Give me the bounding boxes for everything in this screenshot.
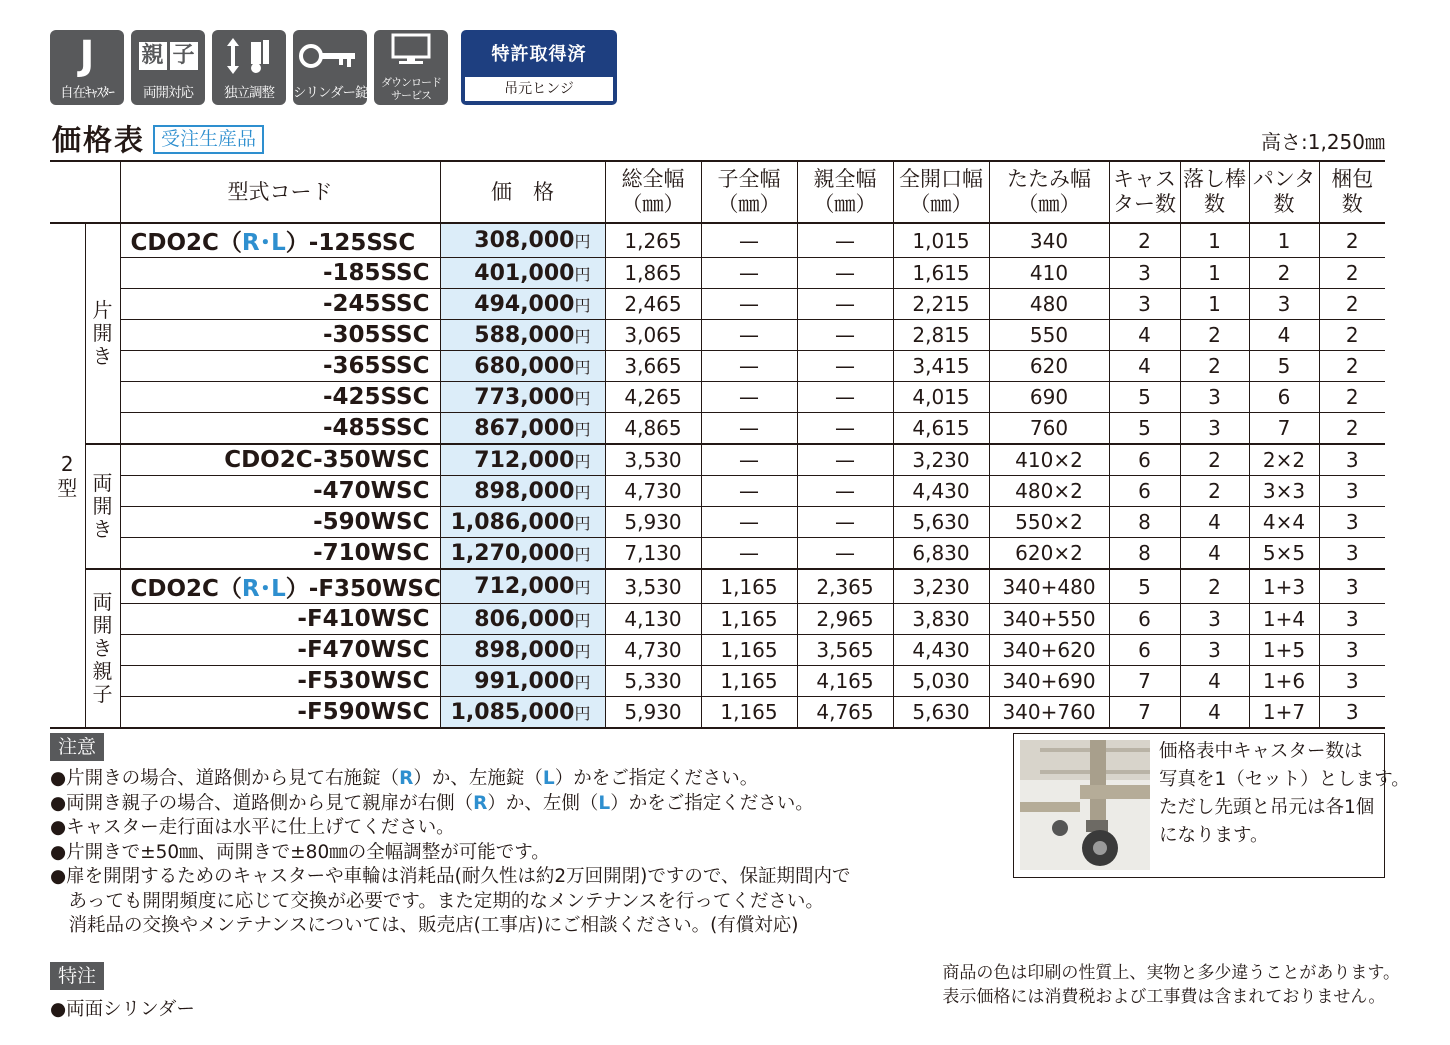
note-line: 消耗品の交換やメンテナンスについては、販売店(工事店)にご相談ください。(有償対応) xyxy=(50,915,799,936)
parent-width: 4,765 xyxy=(797,697,893,729)
model-code: -F530WSC xyxy=(120,666,440,697)
child-width: — xyxy=(701,413,797,445)
height-label: 高さ:1,250㎜ xyxy=(1261,130,1385,154)
special-order-heading: 特注 xyxy=(50,962,104,990)
packages: 3 xyxy=(1319,569,1385,604)
table-row xyxy=(50,413,1385,445)
total-width: 5,930 xyxy=(605,507,701,538)
child-width: — xyxy=(701,320,797,351)
total-width: 4,730 xyxy=(605,476,701,507)
parent-width: — xyxy=(797,507,893,538)
table-row xyxy=(50,289,1385,320)
header-pantograph: パンタ 数 xyxy=(1249,161,1319,223)
table-row xyxy=(50,223,1385,258)
child-width: — xyxy=(701,538,797,570)
drop-rods: 4 xyxy=(1180,666,1249,697)
parent-width: 2,965 xyxy=(797,604,893,635)
parent-width: 2,365 xyxy=(797,569,893,604)
casters: 4 xyxy=(1109,320,1180,351)
parent-width: 3,565 xyxy=(797,635,893,666)
fold-width: 760 xyxy=(989,413,1109,445)
price: 588,000円 xyxy=(440,320,605,351)
header-fold-width: たたみ幅 （㎜） xyxy=(989,161,1109,223)
table-row xyxy=(50,351,1385,382)
price: 1,270,000円 xyxy=(440,538,605,570)
pantograph: 2 xyxy=(1249,258,1319,289)
casters: 8 xyxy=(1109,538,1180,570)
child-width: 1,165 xyxy=(701,666,797,697)
price: 773,000円 xyxy=(440,382,605,413)
table-row xyxy=(50,382,1385,413)
fold-width: 480 xyxy=(989,289,1109,320)
pantograph: 1 xyxy=(1249,223,1319,258)
open-width: 2,215 xyxy=(893,289,989,320)
note-line: ●キャスター走行面は水平に仕上げてください。 xyxy=(50,817,455,838)
total-width: 2,465 xyxy=(605,289,701,320)
packages: 2 xyxy=(1319,413,1385,445)
model-code: CDO2C（R･L）-125SSC xyxy=(120,223,440,258)
packages: 2 xyxy=(1319,258,1385,289)
child-width: — xyxy=(701,382,797,413)
table-row xyxy=(50,320,1385,351)
child-width: — xyxy=(701,289,797,320)
casters: 8 xyxy=(1109,507,1180,538)
price: 308,000円 xyxy=(440,223,605,258)
patent-badge xyxy=(461,30,617,105)
total-width: 4,865 xyxy=(605,413,701,445)
pantograph: 2×2 xyxy=(1249,444,1319,476)
table-row xyxy=(50,444,1385,476)
pantograph: 4 xyxy=(1249,320,1319,351)
download-icon: ダウンロード サービス xyxy=(374,30,448,105)
child-width: — xyxy=(701,476,797,507)
open-width: 5,030 xyxy=(893,666,989,697)
drop-rods: 2 xyxy=(1180,476,1249,507)
table-row xyxy=(50,569,1385,604)
child-width: 1,165 xyxy=(701,604,797,635)
header-open-width: 全開口幅 （㎜） xyxy=(893,161,989,223)
model-code: CDO2C（R･L）-F350WSC xyxy=(120,569,440,604)
parent-child-icon: 親 子 両開対応 xyxy=(131,30,205,105)
drop-rods: 1 xyxy=(1180,258,1249,289)
pantograph: 6 xyxy=(1249,382,1319,413)
j-caster-icon: J 自在ｷｬｽﾀｰ xyxy=(50,30,124,105)
packages: 3 xyxy=(1319,538,1385,570)
open-width: 1,615 xyxy=(893,258,989,289)
drop-rods: 1 xyxy=(1180,223,1249,258)
casters: 7 xyxy=(1109,697,1180,729)
child-width: — xyxy=(701,507,797,538)
pantograph: 1+5 xyxy=(1249,635,1319,666)
model-code: CDO2C-350WSC xyxy=(120,444,440,476)
open-width: 3,230 xyxy=(893,569,989,604)
casters: 7 xyxy=(1109,666,1180,697)
parent-width: — xyxy=(797,413,893,445)
parent-width: — xyxy=(797,476,893,507)
pantograph: 1+3 xyxy=(1249,569,1319,604)
fold-width: 480×2 xyxy=(989,476,1109,507)
made-to-order-tag: 受注生産品 xyxy=(153,125,264,154)
page-title: 価格表 xyxy=(52,123,146,157)
open-width: 4,615 xyxy=(893,413,989,445)
pantograph: 5×5 xyxy=(1249,538,1319,570)
packages: 2 xyxy=(1319,320,1385,351)
header-total-width: 総全幅 （㎜） xyxy=(605,161,701,223)
total-width: 4,265 xyxy=(605,382,701,413)
price: 1,086,000円 xyxy=(440,507,605,538)
note-line: あっても開閉頻度に応じて交換が必要です。また定期的なメンテナンスを行ってください。 xyxy=(50,890,824,912)
casters: 5 xyxy=(1109,382,1180,413)
casters: 2 xyxy=(1109,223,1180,258)
fold-width: 340+760 xyxy=(989,697,1109,729)
fold-width: 340+480 xyxy=(989,569,1109,604)
total-width: 3,530 xyxy=(605,444,701,476)
caster-photo-caption: 価格表中キャスター数は 写真を1（セット）とします。 ただし先頭と吊元は各1個 になります。 xyxy=(1159,741,1410,846)
fold-width: 340+690 xyxy=(989,666,1109,697)
drop-rods: 2 xyxy=(1180,320,1249,351)
packages: 3 xyxy=(1319,476,1385,507)
price: 712,000円 xyxy=(440,569,605,604)
casters: 6 xyxy=(1109,604,1180,635)
parent-width: 4,165 xyxy=(797,666,893,697)
independent-adjust-icon: 独立調整 xyxy=(212,30,286,105)
open-width: 5,630 xyxy=(893,507,989,538)
pantograph: 1+7 xyxy=(1249,697,1319,729)
group-label: 両 開 き 親 子 xyxy=(85,569,120,728)
header-parent-width: 親全幅 （㎜） xyxy=(797,161,893,223)
child-width: — xyxy=(701,444,797,476)
child-width: 1,165 xyxy=(701,697,797,729)
child-width: — xyxy=(701,223,797,258)
open-width: 4,015 xyxy=(893,382,989,413)
header-price: 価 格 xyxy=(440,161,605,223)
patent-subtitle: 吊元ヒンジ xyxy=(465,77,613,101)
table-row xyxy=(50,507,1385,538)
drop-rods: 3 xyxy=(1180,604,1249,635)
parent-width: — xyxy=(797,382,893,413)
fold-width: 410×2 xyxy=(989,444,1109,476)
note-line: ●片開きの場合、道路側から見て右施錠（R）か、左施錠（L）かをご指定ください。 xyxy=(50,768,759,789)
caster-photo xyxy=(1020,740,1150,870)
table-row xyxy=(50,604,1385,635)
packages: 3 xyxy=(1319,444,1385,476)
casters: 4 xyxy=(1109,351,1180,382)
drop-rods: 4 xyxy=(1180,538,1249,570)
packages: 2 xyxy=(1319,351,1385,382)
fold-width: 550 xyxy=(989,320,1109,351)
fold-width: 410 xyxy=(989,258,1109,289)
open-width: 3,230 xyxy=(893,444,989,476)
pantograph: 3 xyxy=(1249,289,1319,320)
price: 898,000円 xyxy=(440,476,605,507)
drop-rods: 4 xyxy=(1180,697,1249,729)
price: 680,000円 xyxy=(440,351,605,382)
type-label: 2 型 xyxy=(57,451,78,500)
price: 401,000円 xyxy=(440,258,605,289)
model-code: -305SSC xyxy=(120,320,440,351)
pantograph: 5 xyxy=(1249,351,1319,382)
total-width: 3,665 xyxy=(605,351,701,382)
open-width: 6,830 xyxy=(893,538,989,570)
child-width: — xyxy=(701,351,797,382)
price: 806,000円 xyxy=(440,604,605,635)
model-code: -590WSC xyxy=(120,507,440,538)
total-width: 3,065 xyxy=(605,320,701,351)
pantograph: 4×4 xyxy=(1249,507,1319,538)
child-width: 1,165 xyxy=(701,635,797,666)
total-width: 5,330 xyxy=(605,666,701,697)
open-width: 5,630 xyxy=(893,697,989,729)
child-width: 1,165 xyxy=(701,569,797,604)
note-line: ●扉を開閉するためのキャスターや車輪は消耗品(耐久性は約2万回開閉)ですので、保証期間内で xyxy=(50,866,851,887)
drop-rods: 1 xyxy=(1180,289,1249,320)
price-table xyxy=(50,160,1385,729)
parent-width: — xyxy=(797,320,893,351)
open-width: 4,430 xyxy=(893,635,989,666)
fold-width: 340 xyxy=(989,223,1109,258)
notes-heading: 注意 xyxy=(50,733,104,761)
drop-rods: 2 xyxy=(1180,351,1249,382)
open-width: 2,815 xyxy=(893,320,989,351)
packages: 3 xyxy=(1319,697,1385,729)
total-width: 3,530 xyxy=(605,569,701,604)
fold-width: 340+550 xyxy=(989,604,1109,635)
table-row xyxy=(50,538,1385,570)
casters: 5 xyxy=(1109,569,1180,604)
header-child-width: 子全幅 （㎜） xyxy=(701,161,797,223)
total-width: 4,730 xyxy=(605,635,701,666)
header-drop-rods: 落し棒 数 xyxy=(1180,161,1249,223)
model-code: -365SSC xyxy=(120,351,440,382)
total-width: 1,865 xyxy=(605,258,701,289)
fold-width: 550×2 xyxy=(989,507,1109,538)
model-code: -F590WSC xyxy=(120,697,440,729)
drop-rods: 3 xyxy=(1180,635,1249,666)
cylinder-lock-icon: シリンダー錠 xyxy=(293,30,367,105)
table-row xyxy=(50,697,1385,729)
fold-width: 620 xyxy=(989,351,1109,382)
disclaimer: 商品の色は印刷の性質上、実物と多少違うことがあります。 表示価格には消費税および工事費は含まれておりません。 xyxy=(942,963,1400,1007)
drop-rods: 2 xyxy=(1180,569,1249,604)
open-width: 1,015 xyxy=(893,223,989,258)
drop-rods: 4 xyxy=(1180,507,1249,538)
parent-width: — xyxy=(797,538,893,570)
model-code: -F470WSC xyxy=(120,635,440,666)
notes-list xyxy=(50,767,850,939)
parent-width: — xyxy=(797,223,893,258)
price: 991,000円 xyxy=(440,666,605,697)
model-code: -185SSC xyxy=(120,258,440,289)
model-code: -245SSC xyxy=(120,289,440,320)
open-width: 3,415 xyxy=(893,351,989,382)
casters: 6 xyxy=(1109,444,1180,476)
fold-width: 340+620 xyxy=(989,635,1109,666)
parent-width: — xyxy=(797,289,893,320)
parent-width: — xyxy=(797,351,893,382)
table-header xyxy=(50,161,1385,223)
drop-rods: 3 xyxy=(1180,413,1249,445)
casters: 5 xyxy=(1109,413,1180,445)
note-line: ●両開き親子の場合、道路側から見て親扉が右側（R）か、左側（L）かをご指定ください。 xyxy=(50,792,814,814)
special-order-item: ●両面シリンダー xyxy=(50,999,195,1020)
table-row xyxy=(50,635,1385,666)
note-line: ●片開きで±50㎜、両開きで±80㎜の全幅調整が可能です。 xyxy=(50,841,550,863)
price: 712,000円 xyxy=(440,444,605,476)
table-row xyxy=(50,476,1385,507)
packages: 3 xyxy=(1319,666,1385,697)
group-label: 両 開 き xyxy=(85,444,120,569)
caster-photo-box xyxy=(1013,733,1410,878)
total-width: 4,130 xyxy=(605,604,701,635)
header-packages: 梱包 数 xyxy=(1319,161,1385,223)
fold-width: 620×2 xyxy=(989,538,1109,570)
model-code: -710WSC xyxy=(120,538,440,570)
fold-width: 690 xyxy=(989,382,1109,413)
model-code: -485SSC xyxy=(120,413,440,445)
packages: 3 xyxy=(1319,507,1385,538)
total-width: 1,265 xyxy=(605,223,701,258)
packages: 3 xyxy=(1319,635,1385,666)
open-width: 4,430 xyxy=(893,476,989,507)
price: 494,000円 xyxy=(440,289,605,320)
drop-rods: 2 xyxy=(1180,444,1249,476)
packages: 2 xyxy=(1319,289,1385,320)
child-width: — xyxy=(701,258,797,289)
group-label: 片 開 き xyxy=(85,223,120,444)
drop-rods: 3 xyxy=(1180,382,1249,413)
model-code: -425SSC xyxy=(120,382,440,413)
header-code: 型式コード xyxy=(120,161,440,223)
packages: 2 xyxy=(1319,223,1385,258)
parent-width: — xyxy=(797,444,893,476)
price: 867,000円 xyxy=(440,413,605,445)
total-width: 7,130 xyxy=(605,538,701,570)
patent-title: 特許取得済 xyxy=(491,44,587,65)
casters: 6 xyxy=(1109,635,1180,666)
header-casters: キャス ター数 xyxy=(1109,161,1180,223)
casters: 3 xyxy=(1109,258,1180,289)
pantograph: 1+6 xyxy=(1249,666,1319,697)
table-row xyxy=(50,258,1385,289)
total-width: 5,930 xyxy=(605,697,701,729)
table-row xyxy=(50,666,1385,697)
packages: 2 xyxy=(1319,382,1385,413)
pantograph: 3×3 xyxy=(1249,476,1319,507)
packages: 3 xyxy=(1319,604,1385,635)
pantograph: 1+4 xyxy=(1249,604,1319,635)
price: 1,085,000円 xyxy=(440,697,605,729)
parent-width: — xyxy=(797,258,893,289)
model-code: -F410WSC xyxy=(120,604,440,635)
casters: 3 xyxy=(1109,289,1180,320)
casters: 6 xyxy=(1109,476,1180,507)
open-width: 3,830 xyxy=(893,604,989,635)
model-code: -470WSC xyxy=(120,476,440,507)
pantograph: 7 xyxy=(1249,413,1319,445)
price: 898,000円 xyxy=(440,635,605,666)
